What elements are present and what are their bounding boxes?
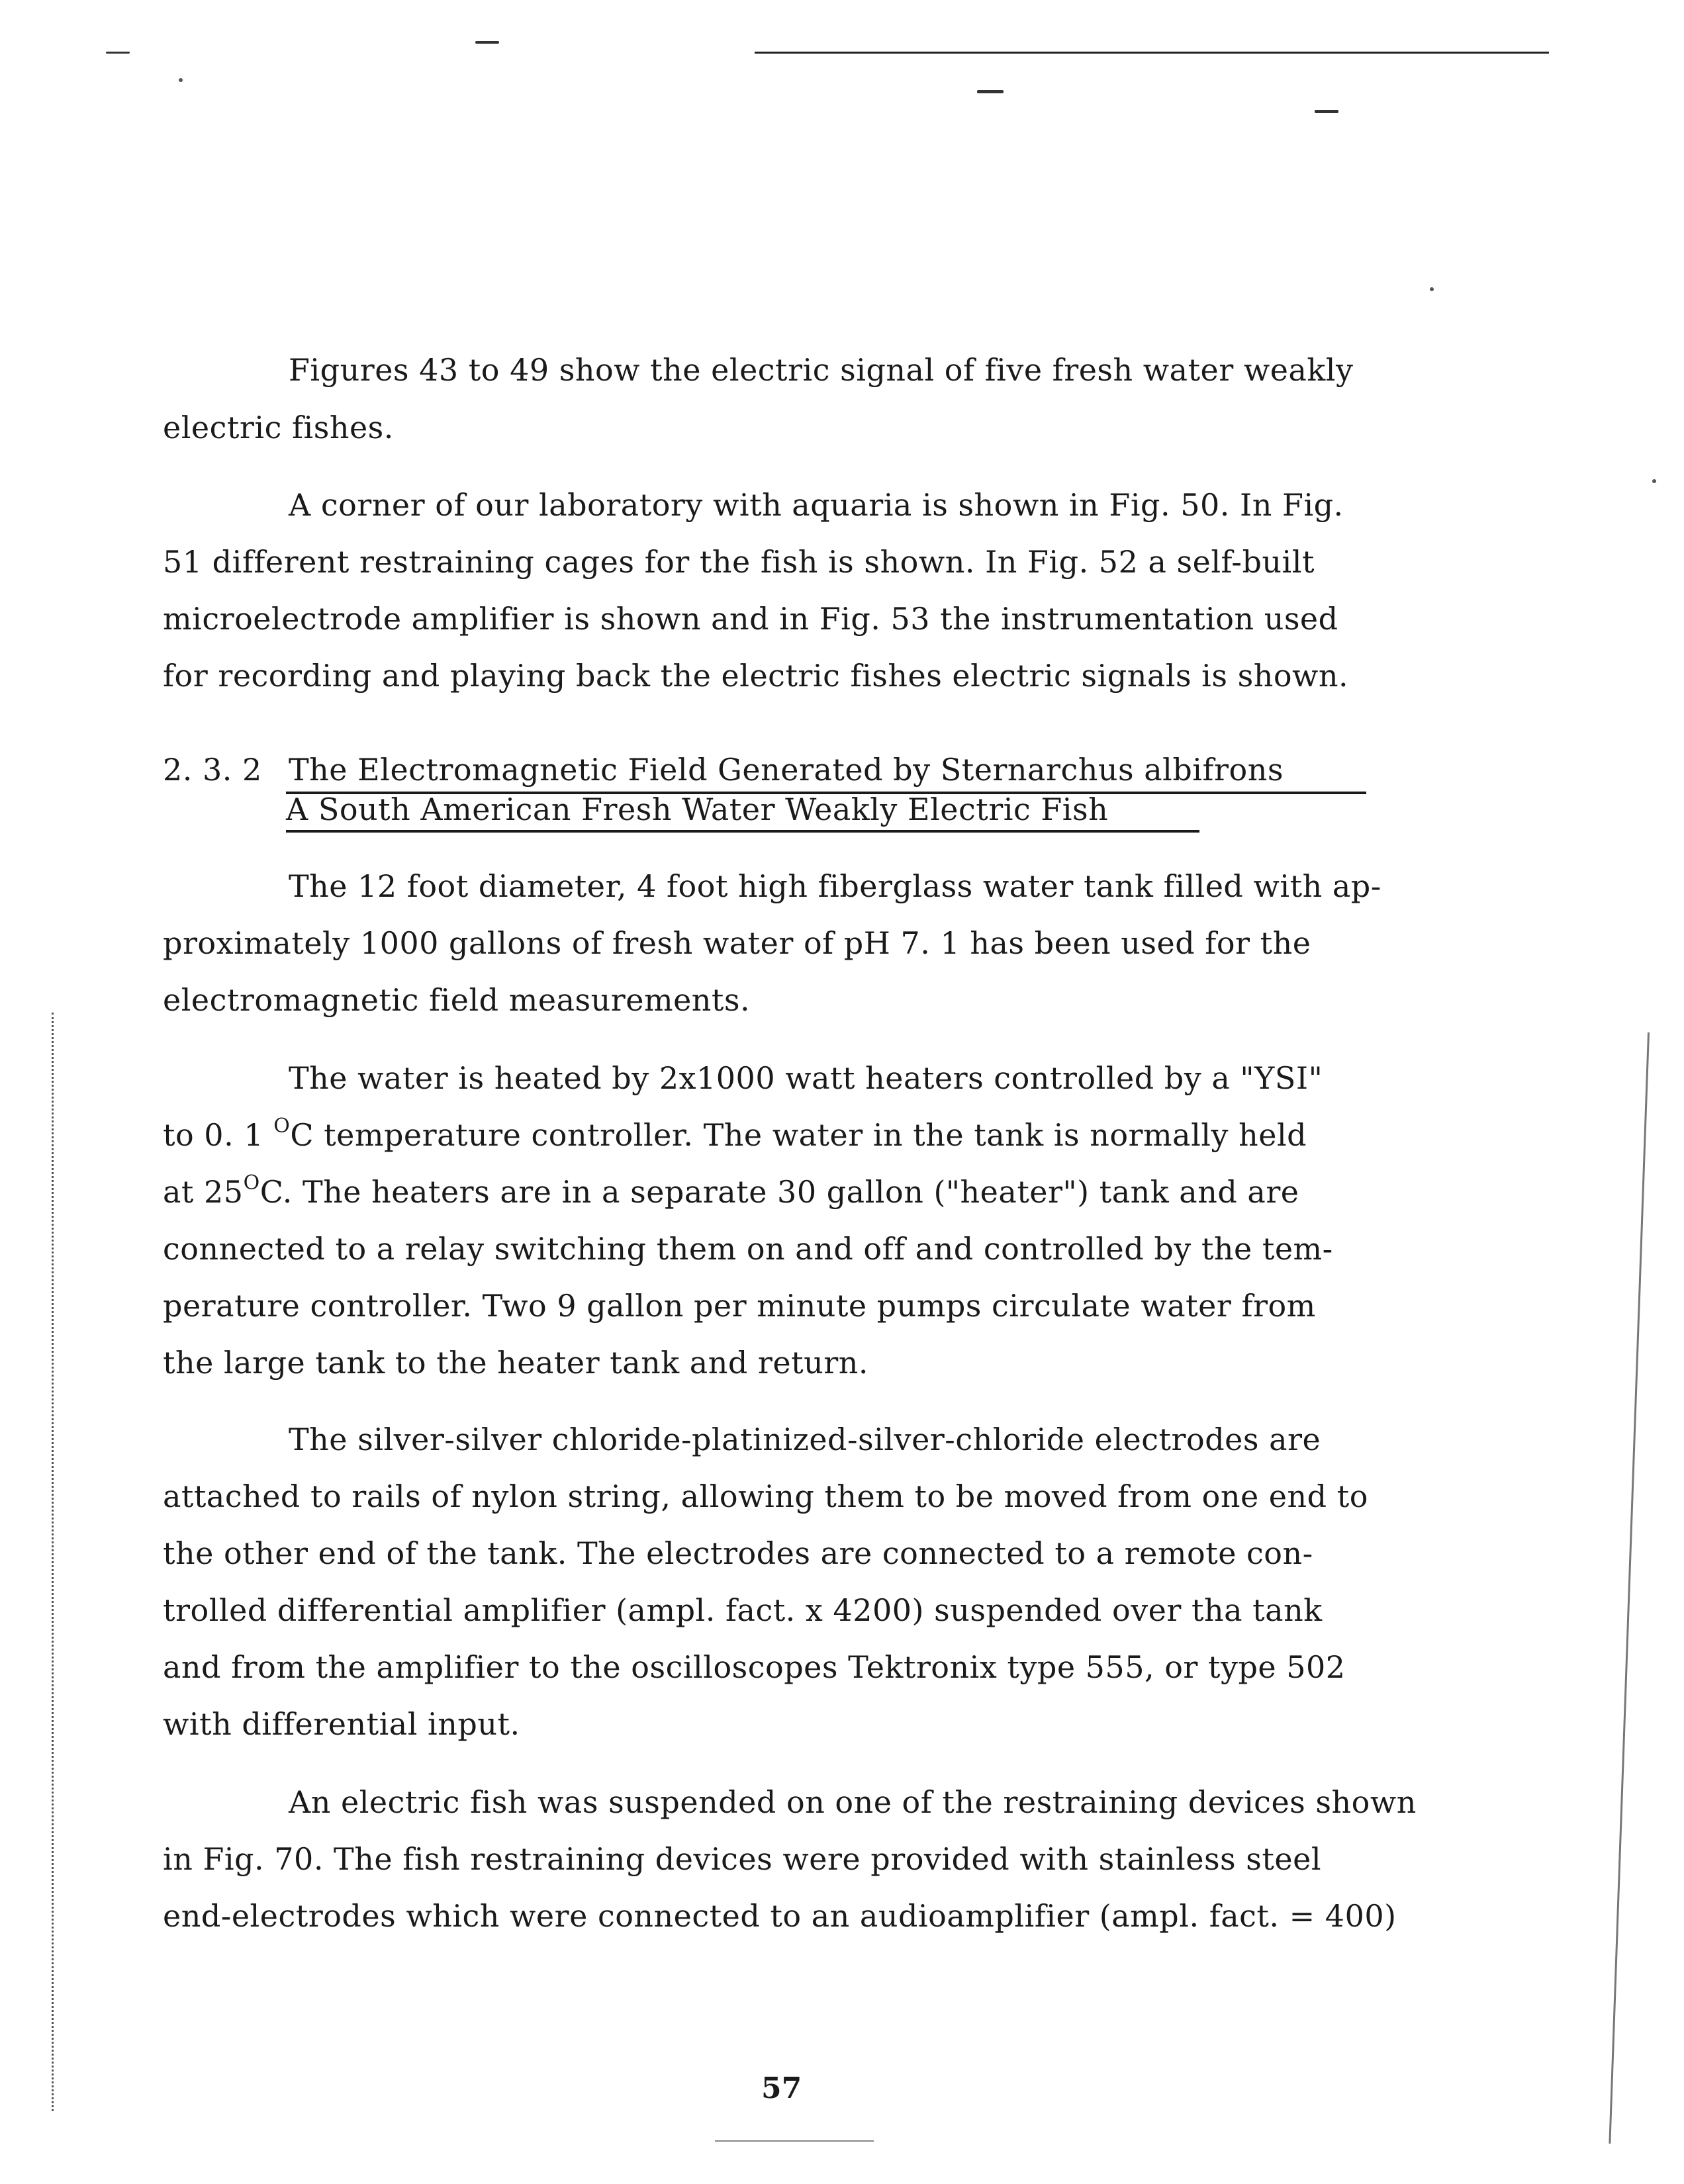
paragraph-line: and from the amplifier to the oscilloscopes Tektronix type 555, or type 502 xyxy=(163,1649,1346,1685)
paragraph-line: for recording and playing back the electric fishes electric signals is shown. xyxy=(163,658,1349,694)
paragraph-line: with differential input. xyxy=(163,1706,520,1742)
paragraph-line: 51 different restraining cages for the fish is shown. In Fig. 52 a self-built xyxy=(163,544,1315,580)
scan-mark xyxy=(106,52,130,54)
paragraph-line: electromagnetic field measurements. xyxy=(163,982,751,1018)
section-title-underline-2 xyxy=(286,830,1199,833)
paragraph-line: trolled differential amplifier (ampl. fact. x 4200) suspended over tha tank xyxy=(163,1592,1323,1628)
line-text: C temperature controller. The water in the tank is normally held xyxy=(290,1117,1307,1153)
line-text: to 0. 1 xyxy=(163,1117,274,1153)
binding-edge xyxy=(52,1013,56,2111)
paragraph-line: The water is heated by 2x1000 watt heaters controlled by a "YSI" xyxy=(289,1060,1323,1096)
paragraph-line: the other end of the tank. The electrodes are connected to a remote con- xyxy=(163,1535,1313,1571)
bottom-rule xyxy=(715,2140,874,2142)
line-text: C. The heaters are in a separate 30 gallon ("heater") tank and are xyxy=(259,1174,1299,1210)
page-number: 57 xyxy=(761,2071,802,2105)
paragraph-line: the large tank to the heater tank and return. xyxy=(163,1345,868,1381)
paragraph-line xyxy=(163,1107,1307,1163)
page-edge xyxy=(1609,1032,1650,2144)
scan-dot xyxy=(1430,287,1434,291)
paragraph-line: An electric fish was suspended on one of the restraining devices shown xyxy=(289,1784,1417,1820)
degree-symbol: O xyxy=(273,1115,291,1138)
scan-mark xyxy=(1315,110,1338,113)
section-number: 2. 3. 2 xyxy=(163,752,262,788)
scan-dot xyxy=(179,78,183,82)
section-title-line-1: The Electromagnetic Field Generated by Sternarchus albifrons xyxy=(289,752,1284,788)
scan-mark xyxy=(475,41,499,44)
paragraph-line: The silver-silver chloride-platinized-silver-chloride electrodes are xyxy=(289,1422,1321,1457)
paragraph-line xyxy=(163,1163,1299,1220)
paragraph-line: microelectrode amplifier is shown and in Fig. 53 the instrumentation used xyxy=(163,601,1338,637)
paragraph-line: A corner of our laboratory with aquaria is shown in Fig. 50. In Fig. xyxy=(289,487,1344,523)
paragraph-line: The 12 foot diameter, 4 foot high fiberglass water tank filled with ap- xyxy=(289,868,1381,904)
paragraph-line: in Fig. 70. The fish restraining devices were provided with stainless steel xyxy=(163,1841,1322,1877)
paragraph-line: Figures 43 to 49 show the electric signal of five fresh water weakly xyxy=(289,352,1354,388)
paragraph-line: attached to rails of nylon string, allowing them to be moved from one end to xyxy=(163,1479,1368,1514)
scan-mark xyxy=(977,90,1004,93)
section-title-line-2: A South American Fresh Water Weakly Electric Fish xyxy=(286,792,1109,827)
paragraph-line: end-electrodes which were connected to an audioamplifier (ampl. fact. = 400) xyxy=(163,1898,1397,1934)
paragraph-line: electric fishes. xyxy=(163,410,394,445)
paragraph-line: proximately 1000 gallons of fresh water of pH 7. 1 has been used for the xyxy=(163,925,1311,961)
top-rule xyxy=(755,52,1549,54)
degree-symbol: O xyxy=(243,1171,260,1195)
paragraph-line: perature controller. Two 9 gallon per minute pumps circulate water from xyxy=(163,1288,1316,1324)
paragraph-line: connected to a relay switching them on and off and controlled by the tem- xyxy=(163,1231,1333,1267)
scan-dot xyxy=(1652,479,1656,483)
line-text: at 25 xyxy=(163,1174,244,1210)
